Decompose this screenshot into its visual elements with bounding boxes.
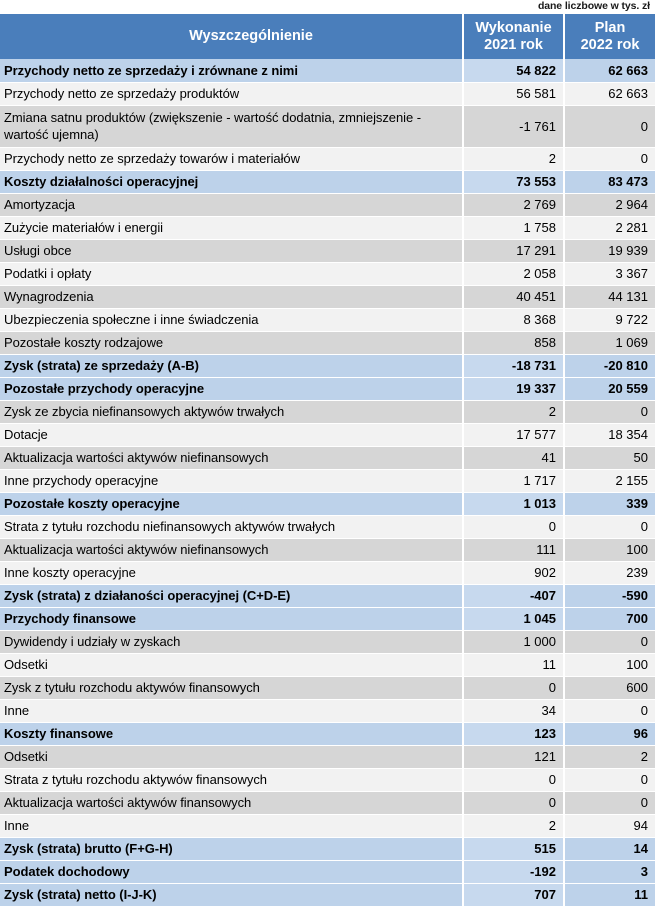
execution-value-cell[interactable]: 1 717 <box>463 469 564 492</box>
table-row[interactable] <box>0 837 655 860</box>
plan-value-cell[interactable]: 0 <box>564 791 655 814</box>
execution-value-cell[interactable]: 123 <box>463 722 564 745</box>
plan-value-cell[interactable]: 14 <box>564 837 655 860</box>
plan-value-cell[interactable]: 9 722 <box>564 308 655 331</box>
execution-value-cell[interactable]: -192 <box>463 860 564 883</box>
execution-value-cell[interactable]: -1 761 <box>463 105 564 147</box>
execution-value-cell[interactable]: 2 769 <box>463 193 564 216</box>
execution-value-cell[interactable]: 0 <box>463 791 564 814</box>
table-row[interactable] <box>0 354 655 377</box>
execution-value-cell[interactable]: 858 <box>463 331 564 354</box>
row-label-cell[interactable]: Aktualizacja wartości aktywów niefinansowych <box>0 538 463 561</box>
row-label-cell[interactable]: Zysk ze zbycia niefinansowych aktywów trwałych <box>0 400 463 423</box>
table-row[interactable] <box>0 768 655 791</box>
row-label-cell[interactable]: Strata z tytułu rozchodu niefinansowych aktywów trwałych <box>0 515 463 538</box>
execution-value-cell[interactable]: 0 <box>463 515 564 538</box>
plan-value-cell[interactable]: -20 810 <box>564 354 655 377</box>
financial-statement-table <box>0 14 655 906</box>
table-row[interactable] <box>0 745 655 768</box>
plan-value-cell[interactable]: 0 <box>564 147 655 170</box>
table-row[interactable] <box>0 239 655 262</box>
table-row[interactable] <box>0 676 655 699</box>
row-label-cell[interactable]: Pozostałe koszty rodzajowe <box>0 331 463 354</box>
plan-value-cell[interactable]: 700 <box>564 607 655 630</box>
row-label-cell[interactable]: Dotacje <box>0 423 463 446</box>
execution-value-cell[interactable]: 1 758 <box>463 216 564 239</box>
row-label-cell[interactable]: Przychody netto ze sprzedaży towarów i materiałów <box>0 147 463 170</box>
plan-value-cell[interactable]: 96 <box>564 722 655 745</box>
execution-value-cell[interactable]: 0 <box>463 768 564 791</box>
table-row[interactable] <box>0 653 655 676</box>
row-label-cell[interactable]: Usługi obce <box>0 239 463 262</box>
row-label-cell[interactable]: Ubezpieczenia społeczne i inne świadczenia <box>0 308 463 331</box>
table-row[interactable] <box>0 607 655 630</box>
row-label-cell[interactable]: Zysk (strata) brutto (F+G-H) <box>0 837 463 860</box>
execution-value-cell[interactable]: 111 <box>463 538 564 561</box>
execution-value-cell[interactable]: 902 <box>463 561 564 584</box>
plan-value-cell[interactable]: 3 367 <box>564 262 655 285</box>
plan-value-cell[interactable]: 0 <box>564 105 655 147</box>
execution-value-cell[interactable]: 54 822 <box>463 59 564 82</box>
column-header-execution-year: 2021 rok <box>484 36 543 53</box>
table-row[interactable] <box>0 791 655 814</box>
plan-value-cell[interactable]: 339 <box>564 492 655 515</box>
row-label-cell[interactable]: Inne przychody operacyjne <box>0 469 463 492</box>
execution-value-cell[interactable]: -407 <box>463 584 564 607</box>
table-row[interactable] <box>0 630 655 653</box>
plan-value-cell[interactable]: 100 <box>564 538 655 561</box>
execution-value-cell[interactable]: 17 577 <box>463 423 564 446</box>
execution-value-cell[interactable]: 0 <box>463 676 564 699</box>
column-header-description[interactable] <box>0 14 463 59</box>
table-row[interactable] <box>0 262 655 285</box>
table-row[interactable] <box>0 722 655 745</box>
row-label-cell[interactable]: Zużycie materiałów i energii <box>0 216 463 239</box>
plan-value-cell[interactable]: 0 <box>564 515 655 538</box>
table-row[interactable] <box>0 699 655 722</box>
table-row[interactable] <box>0 170 655 193</box>
plan-value-cell[interactable]: 0 <box>564 400 655 423</box>
row-label-cell[interactable]: Inne <box>0 814 463 837</box>
row-label-cell[interactable]: Dywidendy i udziały w zyskach <box>0 630 463 653</box>
table-row[interactable] <box>0 584 655 607</box>
execution-value-cell[interactable]: 2 <box>463 814 564 837</box>
table-header-row <box>0 14 655 59</box>
plan-value-cell[interactable]: 62 663 <box>564 82 655 105</box>
plan-value-cell[interactable]: 2 <box>564 745 655 768</box>
column-header-description-label: Wyszczególnienie <box>189 28 313 44</box>
plan-value-cell[interactable]: 100 <box>564 653 655 676</box>
execution-value-cell[interactable]: 2 <box>463 147 564 170</box>
plan-value-cell[interactable]: 2 281 <box>564 216 655 239</box>
plan-value-cell[interactable]: 2 964 <box>564 193 655 216</box>
table-row[interactable] <box>0 59 655 82</box>
table-row[interactable] <box>0 469 655 492</box>
plan-value-cell[interactable]: 0 <box>564 699 655 722</box>
row-label-cell[interactable]: Inne <box>0 699 463 722</box>
plan-value-cell[interactable]: 83 473 <box>564 170 655 193</box>
execution-value-cell[interactable]: 19 337 <box>463 377 564 400</box>
execution-value-cell[interactable]: 8 368 <box>463 308 564 331</box>
execution-value-cell[interactable]: 11 <box>463 653 564 676</box>
column-header-plan-label: Plan <box>594 19 626 36</box>
row-label-cell[interactable]: Strata z tytułu rozchodu aktywów finansowych <box>0 768 463 791</box>
row-label-cell[interactable]: Zmiana satnu produktów (zwiększenie - wartość dodatnia, zmniejszenie - wartość ujemna) <box>0 105 463 147</box>
row-label-cell[interactable]: Podatki i opłaty <box>0 262 463 285</box>
plan-value-cell[interactable]: 44 131 <box>564 285 655 308</box>
plan-value-cell[interactable]: 2 155 <box>564 469 655 492</box>
units-note-bar <box>0 0 655 14</box>
table-row[interactable] <box>0 860 655 883</box>
table-header <box>0 14 655 59</box>
table-row[interactable] <box>0 147 655 170</box>
plan-value-cell[interactable]: 62 663 <box>564 59 655 82</box>
table-row[interactable] <box>0 446 655 469</box>
execution-value-cell[interactable]: 515 <box>463 837 564 860</box>
plan-value-cell[interactable]: 18 354 <box>564 423 655 446</box>
execution-value-cell[interactable]: 2 058 <box>463 262 564 285</box>
table-row[interactable] <box>0 561 655 584</box>
execution-value-cell[interactable]: 1 045 <box>463 607 564 630</box>
execution-value-cell[interactable]: 121 <box>463 745 564 768</box>
execution-value-cell[interactable]: 1 013 <box>463 492 564 515</box>
table-row[interactable] <box>0 285 655 308</box>
column-header-plan-year: 2022 rok <box>580 36 640 53</box>
plan-value-cell[interactable]: 20 559 <box>564 377 655 400</box>
table-row[interactable] <box>0 515 655 538</box>
execution-value-cell[interactable]: 34 <box>463 699 564 722</box>
row-label-cell[interactable]: Odsetki <box>0 653 463 676</box>
row-label-cell[interactable]: Zysk (strata) ze sprzedaży (A-B) <box>0 354 463 377</box>
plan-value-cell[interactable]: 600 <box>564 676 655 699</box>
row-label-cell[interactable]: Przychody netto ze sprzedaży produktów <box>0 82 463 105</box>
row-label-cell[interactable]: Inne koszty operacyjne <box>0 561 463 584</box>
row-label-cell[interactable]: Podatek dochodowy <box>0 860 463 883</box>
plan-value-cell[interactable]: 0 <box>564 768 655 791</box>
plan-value-cell[interactable]: 239 <box>564 561 655 584</box>
row-label-cell[interactable]: Odsetki <box>0 745 463 768</box>
table-row[interactable] <box>0 82 655 105</box>
plan-value-cell[interactable]: -590 <box>564 584 655 607</box>
plan-value-cell[interactable]: 1 069 <box>564 331 655 354</box>
row-label-cell[interactable]: Koszty działalności operacyjnej <box>0 170 463 193</box>
execution-value-cell[interactable]: 1 000 <box>463 630 564 653</box>
plan-value-cell[interactable]: 94 <box>564 814 655 837</box>
row-label-cell[interactable]: Pozostałe koszty operacyjne <box>0 492 463 515</box>
row-label-cell[interactable]: Amortyzacja <box>0 193 463 216</box>
table-row[interactable] <box>0 193 655 216</box>
execution-value-cell[interactable]: 73 553 <box>463 170 564 193</box>
column-header-execution-label: Wykonanie <box>475 19 552 36</box>
row-label-cell[interactable]: Aktualizacja wartości aktywów niefinansowych <box>0 446 463 469</box>
plan-value-cell[interactable]: 50 <box>564 446 655 469</box>
row-label-cell[interactable]: Zysk (strata) z działaności operacyjnej (C+D-E) <box>0 584 463 607</box>
plan-value-cell[interactable]: 11 <box>564 883 655 906</box>
table-row[interactable] <box>0 377 655 400</box>
row-label-cell[interactable]: Pozostałe przychody operacyjne <box>0 377 463 400</box>
row-label-cell[interactable]: Zysk z tytułu rozchodu aktywów finansowych <box>0 676 463 699</box>
execution-value-cell[interactable]: -18 731 <box>463 354 564 377</box>
plan-value-cell[interactable]: 19 939 <box>564 239 655 262</box>
table-row[interactable] <box>0 492 655 515</box>
execution-value-cell[interactable]: 2 <box>463 400 564 423</box>
row-label-cell[interactable]: Przychody finansowe <box>0 607 463 630</box>
row-label-cell[interactable]: Koszty finansowe <box>0 722 463 745</box>
plan-value-cell[interactable]: 0 <box>564 630 655 653</box>
column-header-plan[interactable] <box>564 14 655 59</box>
table-row[interactable] <box>0 538 655 561</box>
units-note: dane liczbowe w tys. zł <box>537 0 650 12</box>
table-row[interactable] <box>0 400 655 423</box>
row-label-cell[interactable]: Przychody netto ze sprzedaży i zrównane z nimi <box>0 59 463 82</box>
table-row[interactable] <box>0 216 655 239</box>
table-row[interactable] <box>0 331 655 354</box>
table-row[interactable] <box>0 423 655 446</box>
table-row[interactable] <box>0 814 655 837</box>
plan-value-cell[interactable]: 3 <box>564 860 655 883</box>
row-label-cell[interactable]: Aktualizacja wartości aktywów finansowych <box>0 791 463 814</box>
execution-value-cell[interactable]: 707 <box>463 883 564 906</box>
table-row[interactable] <box>0 105 655 147</box>
execution-value-cell[interactable]: 40 451 <box>463 285 564 308</box>
table-body <box>0 59 655 906</box>
execution-value-cell[interactable]: 41 <box>463 446 564 469</box>
column-header-execution[interactable] <box>463 14 564 59</box>
execution-value-cell[interactable]: 17 291 <box>463 239 564 262</box>
row-label-cell[interactable]: Wynagrodzenia <box>0 285 463 308</box>
table-row[interactable] <box>0 308 655 331</box>
execution-value-cell[interactable]: 56 581 <box>463 82 564 105</box>
row-label-cell[interactable]: Zysk (strata) netto (I-J-K) <box>0 883 463 906</box>
